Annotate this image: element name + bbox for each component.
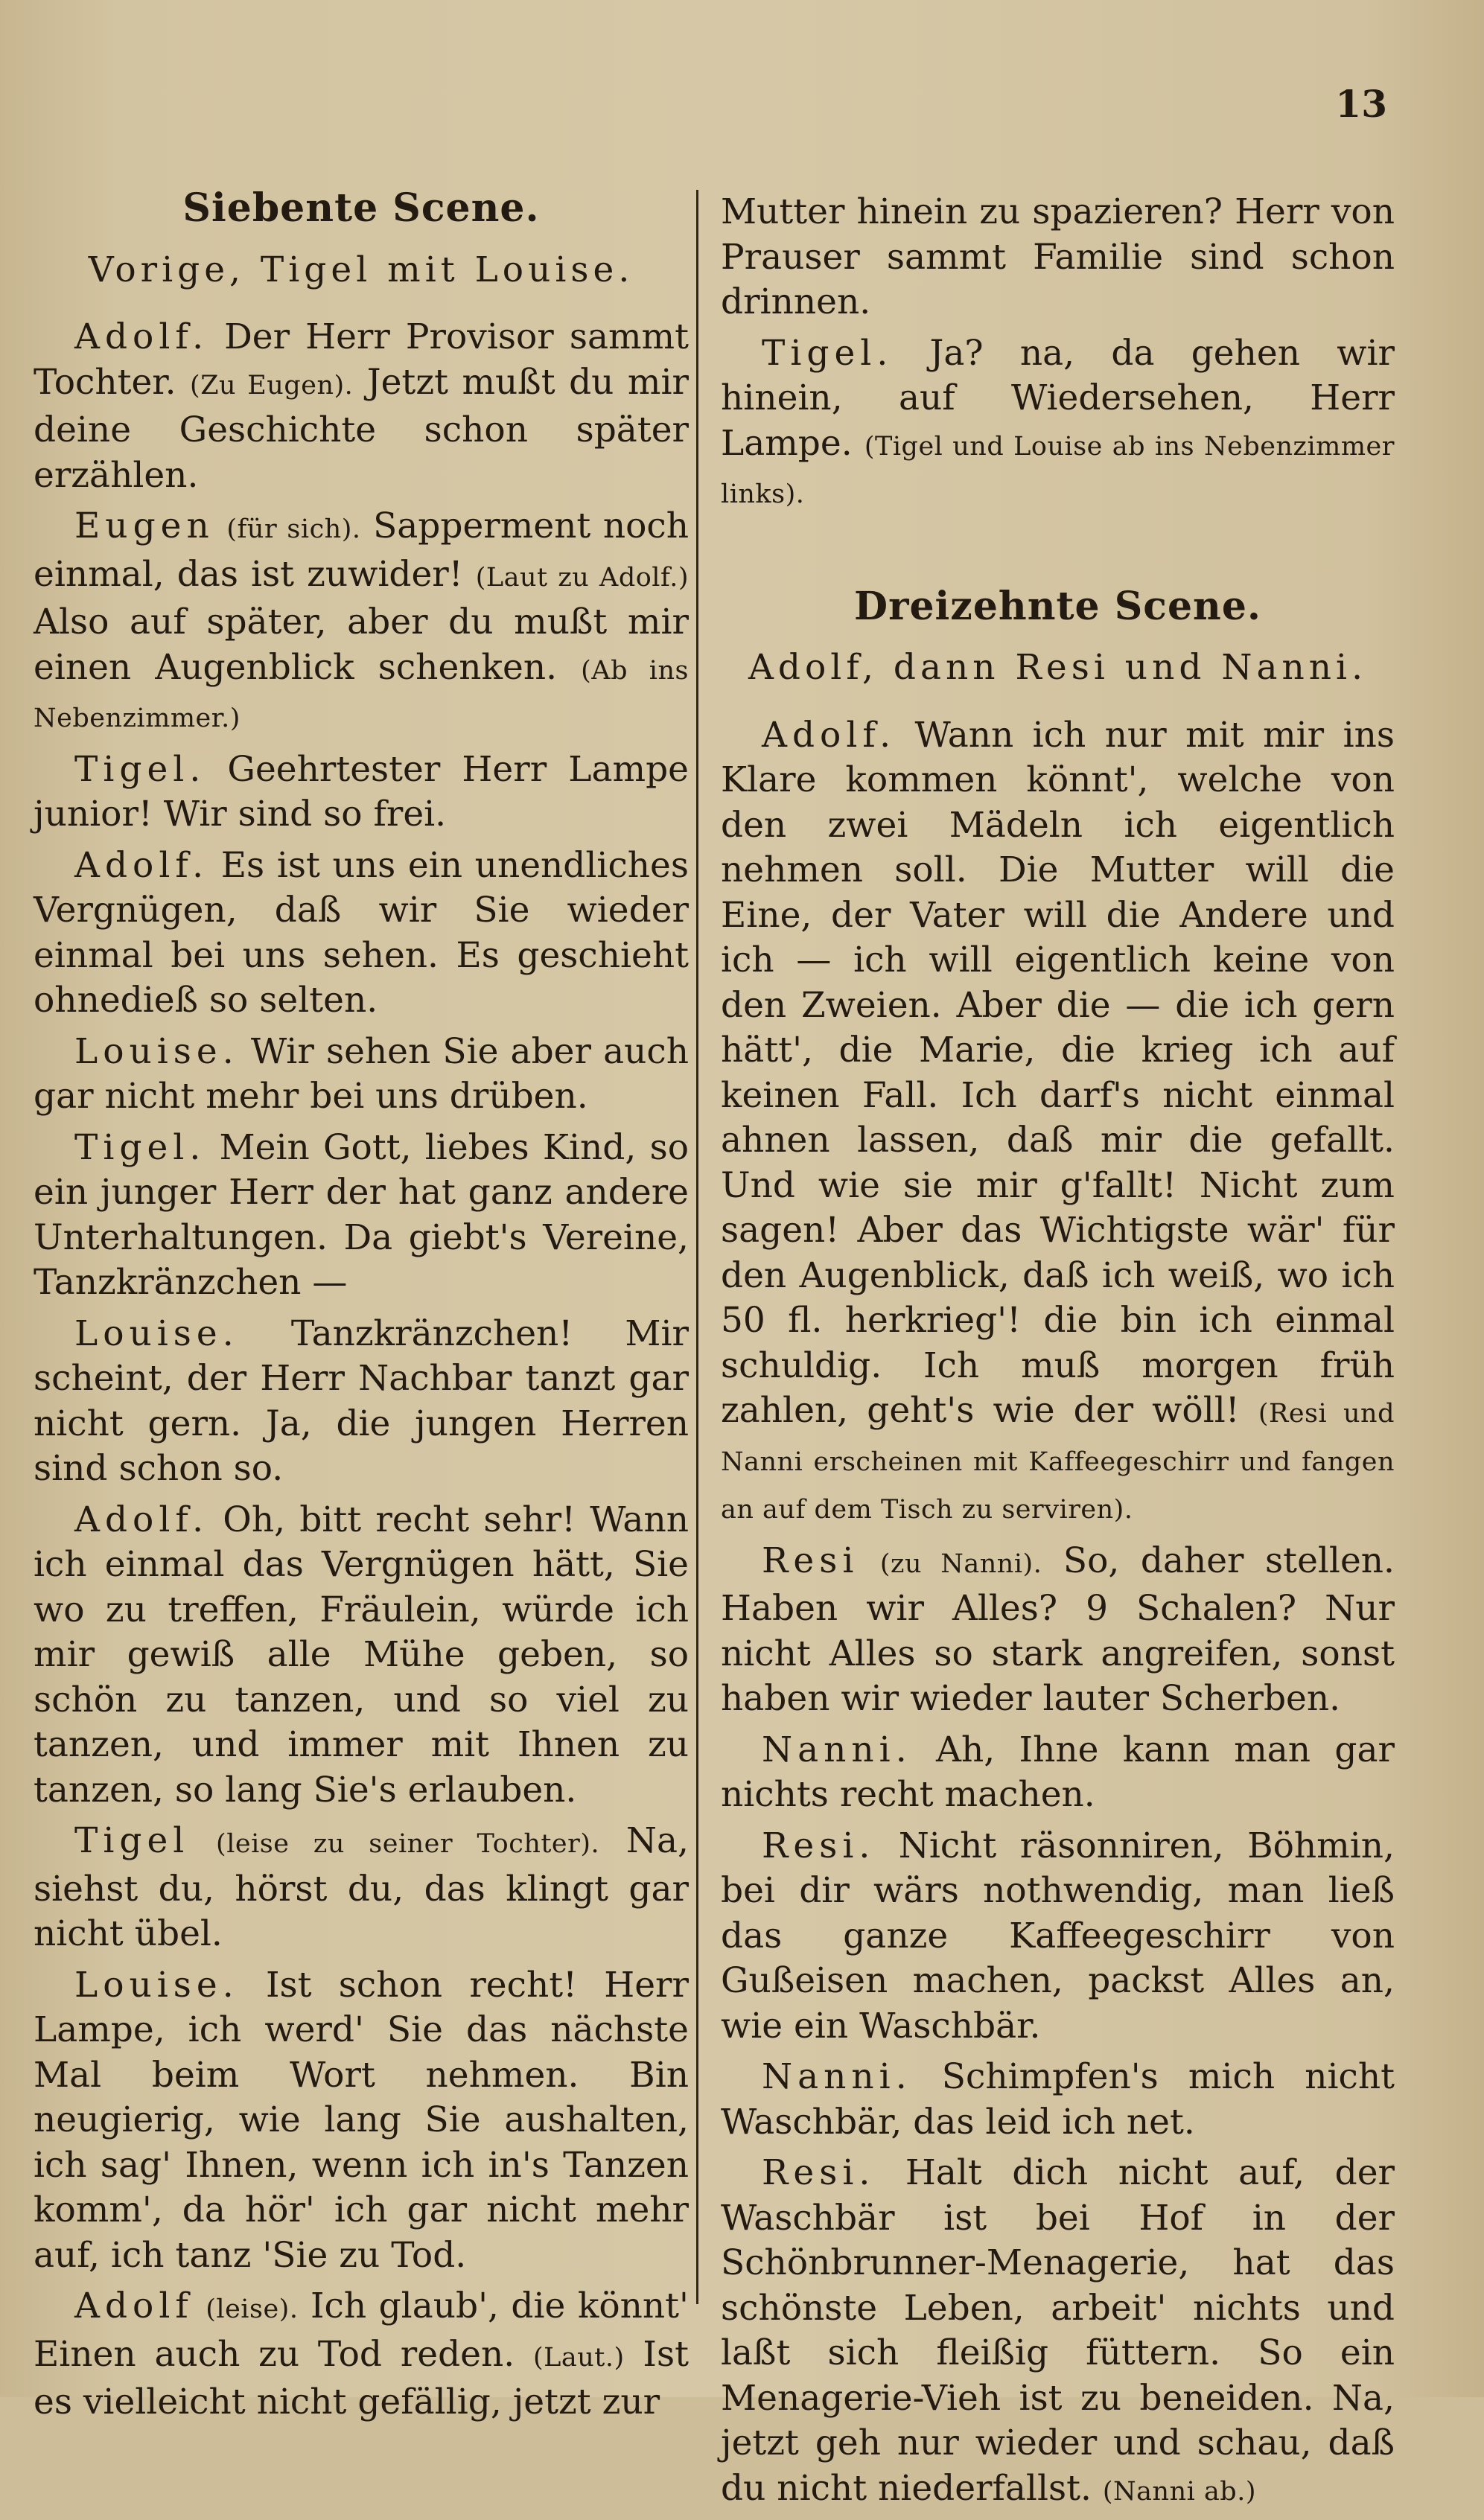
- speech-paragraph: [34, 1498, 689, 1814]
- stage-direction: (Zu Eugen).: [190, 370, 354, 401]
- speech-text: Ich glaub', die könnt' Einen auch zu Tod reden.: [34, 2285, 689, 2375]
- speaker-name: Tigel.: [74, 748, 206, 790]
- speaker-name: Resi: [762, 1540, 859, 1581]
- speech-paragraph: [721, 1539, 1395, 1722]
- speech-text: Der Herr Provisor sammt Tochter.: [34, 316, 689, 403]
- speaker-name: Resi.: [762, 1825, 876, 1866]
- speaker-name: Tigel.: [762, 332, 894, 374]
- speech-text: Schimpfen's mich nicht Waschbär, das leid ich net.: [721, 2056, 1395, 2143]
- stage-direction: (Resi und Nanni erscheinen mit Kaffeegeschirr und fangen an auf dem Tisch zu serviren).: [721, 1399, 1395, 1525]
- speech-text: Tanzkränzchen! Mir scheint, der Herr Nachbar tanzt gar nicht gern. Ja, die jungen Herren sind schon so.: [34, 1312, 689, 1489]
- speech-text: Also auf später, aber du mußt mir einen Augenblick schenken.: [34, 602, 689, 688]
- left-column: [34, 186, 689, 2431]
- speech-paragraph: [34, 843, 689, 1024]
- stage-direction: (leise).: [206, 2294, 299, 2324]
- speech-paragraph: [34, 1030, 689, 1120]
- speech-paragraph: [721, 1824, 1395, 2050]
- page-number: 13: [1335, 82, 1387, 126]
- stage-direction: (Tigel und Louise ab ins Nebenzimmer links).: [721, 431, 1395, 509]
- stage-direction: (leise zu seiner Tochter).: [216, 1829, 600, 1859]
- speaker-name: Eugen: [74, 505, 214, 546]
- speaker-name: Adolf.: [74, 316, 209, 357]
- speech-text: Ja? na, da gehen wir hinein, auf Wiedersehen, Herr Lampe.: [721, 332, 1395, 464]
- speech-text: Geehrtester Herr Lampe junior! Wir sind so frei.: [34, 748, 689, 835]
- speaker-name: Adolf.: [74, 1499, 209, 1540]
- speech-text: Nicht räsonniren, Böhmin, bei dir wärs nothwendig, man ließ das ganze Kaffeegeschirr von Gußeisen machen, packst Alles an, wie ein Waschbär.: [721, 1825, 1395, 2047]
- speech-text: Ist schon recht! Herr Lampe, ich werd' Sie das nächste Mal beim Wort nehmen. Bin neugierig, wie lang Sie aushalten, ich sag' Ihnen, wenn ich in's Tanzen komm', da hör' ich gar nicht mehr auf, ich tanz 'Sie zu Tod.: [34, 1964, 689, 2276]
- speech-text: Na, siehst du, hörst du, das klingt gar nicht übel.: [34, 1820, 689, 1954]
- stage-direction: (Ab ins Nebenzimmer.): [34, 655, 689, 733]
- speaker-name: Tigel.: [74, 1126, 206, 1168]
- speech-paragraph: [721, 2151, 1395, 2514]
- speech-paragraph: [34, 1963, 689, 2279]
- speech-text: Mein Gott, liebes Kind, so ein junger Herr der hat ganz andere Unterhaltungen. Da giebt's Vereine, Tanzkränzchen —: [34, 1126, 689, 1303]
- speaker-name: Louise.: [74, 1964, 239, 2006]
- speech-list: [34, 315, 689, 2425]
- speech-list: [721, 713, 1395, 2515]
- speech-paragraph: [34, 747, 689, 838]
- speech-text: Wann ich nur mit mir ins Klare kommen könnt', welche von den zwei Mädeln ich eigentlich nehmen soll. Die Mutter will die Eine, der Vater will die Andere und ich — ich will eigentlich keine von den Zweien. Aber die — die ich gern hätt', die Marie, die krieg ich auf keinen Fall. Ich darf's nicht einmal ahnen lassen, daß mir die gefallt. Und wie sie mir g'fallt! Nicht zum sagen! Aber das Wichtigste wär' für den Augenblick, daß ich weiß, wo ich 50 fl. herkrieg'! die bin ich einmal schuldig. Ich muß morgen früh zahlen, geht's wie der wöll!: [721, 714, 1395, 1431]
- speaker-name: Nanni.: [762, 2056, 912, 2097]
- speech-text: So, daher stellen. Haben wir Alles? 9 Schalen? Nur nicht Alles so stark angreifen, sonst haben wir wieder lauter Scherben.: [721, 1540, 1395, 1719]
- speech-text: Wir sehen Sie aber auch gar nicht mehr bei uns drüben.: [34, 1030, 689, 1117]
- speech-paragraph: [34, 1312, 689, 1492]
- carryover-text: Mutter hinein zu spazieren? Herr von Prauser sammt Familie sind schon drinnen.: [721, 191, 1395, 322]
- speech-paragraph: [721, 1728, 1395, 1818]
- speaker-name: Louise.: [74, 1312, 239, 1354]
- speech-paragraph: [34, 315, 689, 498]
- stage-direction: (für sich).: [226, 514, 361, 544]
- stage-direction: (Laut zu Adolf.): [475, 562, 689, 593]
- carryover-speech-list: [721, 331, 1395, 517]
- speech-text: Ah, Ihne kann man gar nichts recht machen.: [721, 1729, 1395, 1815]
- speech-paragraph: [721, 713, 1395, 1533]
- speech-text: Halt dich nicht auf, der Waschbär ist bei Hof in der Schönbrunner-Menagerie, hat das schönste Leben, arbeit' nichts und laßt sich fleißig füttern. So ein Menagerie-Vieh ist zu beneiden. Na, jetzt geh nur wieder und schau, daß du nicht niederfallst.: [721, 2152, 1395, 2509]
- speaker-name: Adolf: [74, 2285, 194, 2326]
- speaker-name: Adolf.: [762, 714, 897, 756]
- speech-text: Oh, bitt recht sehr! Wann ich einmal das Vergnügen hätt, Sie wo zu treffen, Fräulein, würde ich mir gewiß alle Mühe geben, so schön zu tanzen, und so viel zu tanzen, und immer mit Ihnen zu tanzen, so lang Sie's erlauben.: [34, 1499, 689, 1811]
- speech-paragraph: [34, 2284, 689, 2425]
- scene-title: Siebente Scene.: [182, 185, 540, 231]
- stage-direction: (Laut.): [532, 2342, 625, 2373]
- speaker-name: Resi.: [762, 2152, 876, 2193]
- speaker-name: Adolf.: [74, 844, 209, 886]
- speaker-name: Tigel: [74, 1820, 190, 1861]
- speech-paragraph: [34, 1819, 689, 1957]
- speaker-name: Louise.: [74, 1030, 239, 1072]
- scene-cast: Adolf, dann Resi und Nanni.: [748, 647, 1368, 688]
- right-column: [721, 190, 1395, 2520]
- scene-title: Dreizehnte Scene.: [853, 583, 1262, 629]
- speech-paragraph: [721, 2055, 1395, 2145]
- speech-paragraph: [721, 331, 1395, 517]
- speech-text: Sapperment noch einmal, das ist zuwider!: [34, 505, 689, 595]
- stage-direction: (Nanni ab.): [1102, 2476, 1256, 2507]
- speech-text: Jetzt mußt du mir deine Geschichte schon später erzählen.: [34, 361, 689, 496]
- column-divider: [696, 190, 698, 2304]
- speech-text: Es ist uns ein unendliches Vergnügen, daß wir Sie wieder einmal bei uns sehen. Es geschieht ohnedieß so selten.: [34, 844, 689, 1021]
- speech-paragraph: [34, 1126, 689, 1306]
- speaker-name: Nanni.: [762, 1729, 912, 1770]
- speech-text: Ist es vielleicht nicht gefällig, jetzt zur: [34, 2333, 689, 2422]
- scene-cast: Vorige, Tigel mit Louise.: [88, 249, 634, 290]
- speech-paragraph: [34, 504, 689, 741]
- stage-direction: (zu Nanni).: [879, 1548, 1042, 1579]
